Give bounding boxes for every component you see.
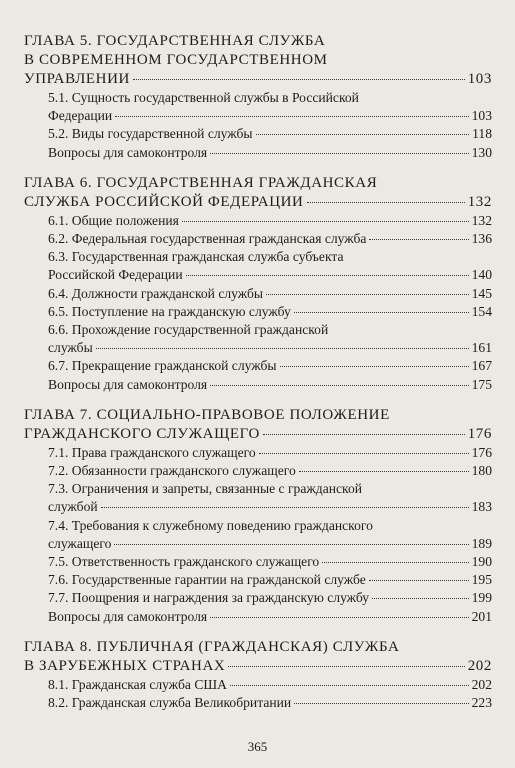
entry-line: 7.4. Требования к служебному поведению гражданского bbox=[48, 517, 373, 533]
entry-page-number: 176 bbox=[471, 444, 492, 460]
chapter-page-number: 132 bbox=[467, 193, 492, 210]
entry-page-number: 195 bbox=[471, 572, 492, 588]
chapter-title-line: ГЛАВА 7. СОЦИАЛЬНО-ПРАВОВОЕ ПОЛОЖЕНИЕ bbox=[24, 406, 390, 423]
entry-line: 7.7. Поощрения и награждения за гражданскую службу bbox=[48, 590, 370, 606]
chapter-title-line: ГЛАВА 5. ГОСУДАРСТВЕННАЯ СЛУЖБА bbox=[24, 33, 326, 49]
dot-leader bbox=[256, 134, 470, 135]
entry-last-line bbox=[24, 230, 492, 248]
dot-leader bbox=[133, 79, 465, 80]
dot-leader bbox=[210, 153, 468, 154]
toc-entry bbox=[24, 676, 492, 694]
entry-line: Вопросы для самоконтроля bbox=[48, 376, 208, 392]
chapter-title bbox=[24, 32, 492, 89]
chapter-title bbox=[24, 638, 492, 676]
dot-leader bbox=[294, 703, 468, 704]
entry-page-number: 140 bbox=[471, 267, 492, 283]
entry-last-line bbox=[24, 376, 492, 394]
dot-leader bbox=[280, 366, 469, 367]
entry-page-number: 175 bbox=[471, 376, 492, 392]
dot-leader bbox=[307, 202, 465, 203]
entry-last-line bbox=[24, 266, 492, 284]
chapter-title-last-line bbox=[24, 70, 492, 89]
entry-page-number: 201 bbox=[471, 608, 492, 624]
toc-entry bbox=[24, 376, 492, 394]
dot-leader bbox=[101, 507, 469, 508]
dot-leader bbox=[230, 685, 469, 686]
dot-leader bbox=[210, 617, 468, 618]
entry-last-line bbox=[24, 339, 492, 357]
chapter-title-line: ГРАЖДАНСКОГО СЛУЖАЩЕГО bbox=[24, 425, 260, 442]
entry-page-number: 202 bbox=[471, 676, 492, 692]
dot-leader bbox=[228, 666, 464, 667]
toc-entry bbox=[24, 357, 492, 375]
entry-line: 6.3. Государственная гражданская служба субъекта bbox=[48, 249, 344, 265]
entry-line: 6.5. Поступление на гражданскую службу bbox=[48, 303, 291, 319]
entry-last-line bbox=[24, 535, 492, 553]
entry-last-line bbox=[24, 498, 492, 516]
chapter-title-last-line bbox=[24, 657, 492, 676]
entry-page-number: 223 bbox=[471, 695, 492, 711]
entry-line: 7.3. Ограничения и запреты, связанные с гражданской bbox=[48, 481, 363, 497]
entry-line: 6.2. Федеральная государственная гражданская служба bbox=[48, 231, 367, 247]
chapter-title-line: В СОВРЕМЕННОМ ГОСУДАРСТВЕННОМ bbox=[24, 52, 328, 68]
entry-last-line bbox=[24, 694, 492, 712]
entry-line: 5.2. Виды государственной службы bbox=[48, 126, 253, 142]
entry-line: Федерации bbox=[48, 108, 113, 124]
entry-page-number: 103 bbox=[471, 108, 492, 124]
toc-entry bbox=[24, 303, 492, 321]
entry-page-number: 190 bbox=[471, 554, 492, 570]
dot-leader bbox=[259, 453, 469, 454]
entry-page-number: 183 bbox=[471, 499, 492, 515]
dot-leader bbox=[186, 275, 469, 276]
entry-page-number: 154 bbox=[471, 303, 492, 319]
chapter-page-number: 202 bbox=[467, 657, 492, 674]
entry-last-line bbox=[24, 144, 492, 162]
dot-leader bbox=[263, 434, 465, 435]
chapter-title-line: ГЛАВА 6. ГОСУДАРСТВЕННАЯ ГРАЖДАНСКАЯ bbox=[24, 174, 378, 191]
dot-leader bbox=[182, 221, 469, 222]
entry-page-number: 189 bbox=[471, 535, 492, 551]
toc-entry bbox=[24, 517, 492, 553]
entry-page-number: 130 bbox=[471, 144, 492, 160]
chapter-title-line: В ЗАРУБЕЖНЫХ СТРАНАХ bbox=[24, 657, 226, 674]
entry-line: Вопросы для самоконтроля bbox=[48, 144, 208, 160]
chapter-title-line: ГЛАВА 8. ПУБЛИЧНАЯ (ГРАЖДАНСКАЯ) СЛУЖБА bbox=[24, 638, 400, 655]
toc-entry bbox=[24, 285, 492, 303]
dot-leader bbox=[299, 471, 469, 472]
entry-line: 6.7. Прекращение гражданской службы bbox=[48, 358, 277, 374]
chapter-section bbox=[24, 32, 492, 162]
entry-line: 6.6. Прохождение государственной гражданской bbox=[48, 322, 329, 338]
toc-entry bbox=[24, 571, 492, 589]
toc-entry bbox=[24, 589, 492, 607]
chapter-section bbox=[24, 638, 492, 712]
entry-line: Вопросы для самоконтроля bbox=[48, 608, 208, 624]
toc-entry bbox=[24, 248, 492, 284]
toc-entry bbox=[24, 553, 492, 571]
entry-page-number: 167 bbox=[471, 358, 492, 374]
chapter-title bbox=[24, 406, 492, 444]
entry-line: Российской Федерации bbox=[48, 267, 183, 283]
toc-entry bbox=[24, 144, 492, 162]
entry-last-line bbox=[24, 676, 492, 694]
chapter-title-last-line bbox=[24, 425, 492, 444]
toc-entry bbox=[24, 125, 492, 143]
entry-last-line bbox=[24, 357, 492, 375]
entry-last-line bbox=[24, 212, 492, 230]
entry-last-line bbox=[24, 285, 492, 303]
entry-page-number: 132 bbox=[471, 212, 492, 228]
toc-entry bbox=[24, 230, 492, 248]
toc-entry bbox=[24, 694, 492, 712]
chapter-title-line: УПРАВЛЕНИИ bbox=[24, 71, 130, 87]
toc-entry bbox=[24, 444, 492, 462]
page-number: 365 bbox=[247, 739, 268, 754]
entry-last-line bbox=[24, 608, 492, 626]
entry-line: 7.5. Ответственность гражданского служащего bbox=[48, 554, 320, 570]
toc-entry bbox=[24, 321, 492, 357]
dot-leader bbox=[369, 580, 469, 581]
entry-page-number: 180 bbox=[471, 463, 492, 479]
dot-leader bbox=[372, 598, 469, 599]
chapter-section bbox=[24, 174, 492, 394]
entry-page-number: 161 bbox=[471, 340, 492, 356]
chapter-section bbox=[24, 406, 492, 626]
dot-leader bbox=[114, 544, 468, 545]
entry-line: 6.4. Должности гражданской службы bbox=[48, 285, 264, 301]
entry-last-line bbox=[24, 571, 492, 589]
dot-leader bbox=[210, 385, 468, 386]
dot-leader bbox=[294, 312, 469, 313]
entry-line: 7.2. Обязанности гражданского служащего bbox=[48, 463, 296, 479]
dot-leader bbox=[96, 348, 469, 349]
dot-leader bbox=[322, 562, 468, 563]
chapter-page-number: 176 bbox=[467, 425, 492, 442]
entry-line: 8.1. Гражданская служба США bbox=[48, 676, 227, 692]
toc-entry bbox=[24, 212, 492, 230]
entry-last-line bbox=[24, 125, 492, 143]
entry-last-line bbox=[24, 589, 492, 607]
table-of-contents bbox=[24, 32, 492, 724]
chapter-page-number: 103 bbox=[467, 71, 492, 87]
entry-line: служащего bbox=[48, 535, 112, 551]
entry-line: 7.1. Права гражданского служащего bbox=[48, 444, 256, 460]
dot-leader bbox=[369, 239, 468, 240]
dot-leader bbox=[115, 116, 468, 117]
entry-last-line bbox=[24, 444, 492, 462]
entry-line: службы bbox=[48, 340, 93, 356]
chapter-title-line: СЛУЖБА РОССИЙСКОЙ ФЕДЕРАЦИИ bbox=[24, 193, 304, 210]
toc-entry bbox=[24, 608, 492, 626]
chapter-title bbox=[24, 174, 492, 212]
entry-line: 5.1. Сущность государственной службы в Российской bbox=[48, 90, 359, 105]
entry-line: службой bbox=[48, 499, 98, 515]
entry-page-number: 136 bbox=[471, 231, 492, 247]
entry-line: 6.1. Общие положения bbox=[48, 212, 179, 228]
entry-last-line bbox=[24, 107, 492, 125]
toc-entry bbox=[24, 462, 492, 480]
entry-line: 8.2. Гражданская служба Великобритании bbox=[48, 695, 292, 711]
toc-entry bbox=[24, 480, 492, 516]
chapter-title-last-line bbox=[24, 193, 492, 212]
entry-page-number: 145 bbox=[471, 285, 492, 301]
entry-page-number: 199 bbox=[471, 590, 492, 606]
entry-page-number: 118 bbox=[472, 126, 492, 142]
entry-last-line bbox=[24, 303, 492, 321]
entry-last-line bbox=[24, 553, 492, 571]
entry-line: 7.6. Государственные гарантии на гражданской службе bbox=[48, 572, 366, 588]
entry-last-line bbox=[24, 462, 492, 480]
toc-entry bbox=[24, 89, 492, 125]
dot-leader bbox=[266, 294, 469, 295]
